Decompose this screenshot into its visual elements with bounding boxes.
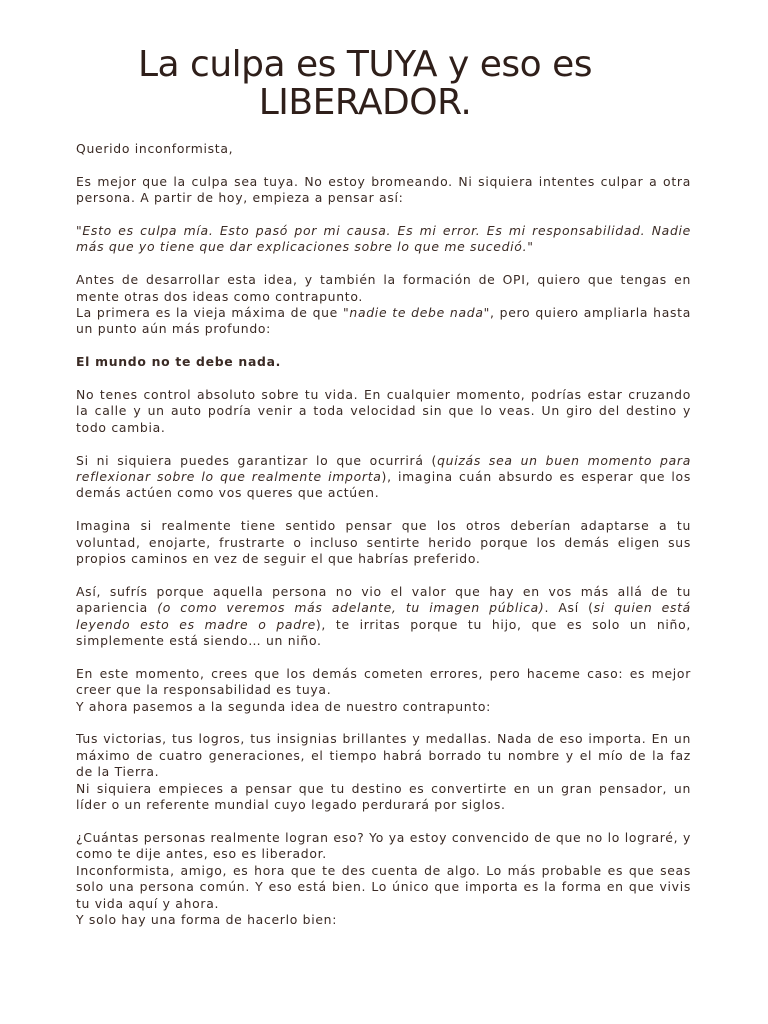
paragraph-question: ¿Cuántas personas realmente logran eso? Yo ya estoy convencido de que no lo lograré, y como te dije antes, eso es liberador. xyxy=(76,829,691,862)
paragraph-victories: Tus victorias, tus logros, tus insignias brillantes y medallas. Nada de eso importa. En un máximo de cuatro generaciones, el tiempo habrá borrado tu nombre y el mío de la faz de la Tierra. xyxy=(76,731,691,780)
section-heading: El mundo no te debe nada. xyxy=(76,354,282,370)
document-body xyxy=(76,141,691,928)
quote xyxy=(76,223,691,256)
paragraph-destiny: Ni siquiera empieces a pensar que tu destino es convertirte en un gran pensador, un líder o un referente mundial cuyo legado perdurará por siglos. xyxy=(76,780,691,813)
paragraph-imagine: Imagina si realmente tiene sentido pensar que los otros deberían adaptarse a tu voluntad, enojarte, frustrarte o incluso sentirte herido porque los demás eligen sus propios caminos en vez de seguir el que habrías preferido. xyxy=(76,518,691,567)
page-title: La culpa es TUYA y eso es LIBERADOR. xyxy=(137,44,592,123)
paragraph-first-idea: La primera es la vieja máxima de que "nadie te debe nada", pero quiero ampliarla hasta un punto aún más profundo: xyxy=(76,305,691,337)
paragraph-control: No tenes control absoluto sobre tu vida. En cualquier momento, podrías estar cruzando la calle y un auto podría venir a toda velocidad sin que lo veas. Un giro del destino y todo cambia. xyxy=(76,387,691,435)
greeting: Querido inconformista, xyxy=(76,141,234,156)
paragraph-counterpoint: Antes de desarrollar esta idea, y también la formación de OPI, quiero que tengas en mente otras dos ideas como contrapunto. xyxy=(76,272,691,304)
paragraph-common-person: Inconformista, amigo, es hora que te des cuenta de algo. Lo más probable es que seas solo una persona común. Y eso está bien. Lo único que importa es la forma en que vivis tu vida aquí y ahora. xyxy=(76,862,691,911)
paragraph-guarantee: Si ni siquiera puedes garantizar lo que ocurrirá (quizás sea un buen momento para reflexionar sobre lo que realmente importa), imagina cuán absurdo es esperar que los demás actúen como vos queres que actúen. xyxy=(76,452,691,501)
quote-text: "Esto es culpa mía. Esto pasó por mi causa. Es mi error. Es mi responsabilidad. Nadie más que yo tiene que dar explicaciones sobre lo que me sucedió." xyxy=(76,223,691,255)
paragraph-second-idea: Y ahora pasemos a la segunda idea de nuestro contrapunto: xyxy=(76,698,492,714)
paragraph-errors: En este momento, crees que los demás cometen errores, pero haceme caso: es mejor creer que la responsabilidad es tuya. xyxy=(76,665,691,698)
paragraph-closing: Y solo hay una forma de hacerlo bien: xyxy=(76,911,338,927)
paragraph-suffer: Así, sufrís porque aquella persona no vio el valor que hay en vos más allá de tu apariencia (o como veremos más adelante, tu imagen pública). Así (si quien está leyendo esto es madre o padre), te irritas porque tu hijo, que es solo un niño, simplemente está siendo… un niño. xyxy=(76,583,691,649)
paragraph-intro: Es mejor que la culpa sea tuya. No estoy bromeando. Ni siquiera intentes culpar a otra persona. A partir de hoy, empieza a pensar así: xyxy=(76,173,691,206)
